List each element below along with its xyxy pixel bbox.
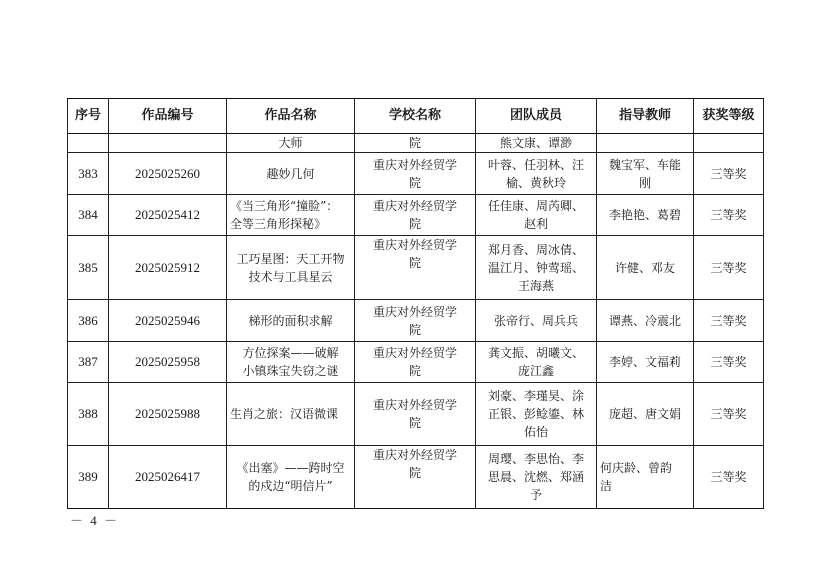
table-row — [68, 342, 764, 383]
cell-no: 389 — [68, 446, 109, 509]
header-award: 获奖等级 — [694, 99, 764, 134]
cell-school: 重庆对外经贸学 院 — [355, 195, 476, 236]
cell-title: 《出塞》——跨时空 的戍边“明信片” — [227, 446, 355, 509]
table-row — [68, 236, 764, 300]
cell-advisor: 魏宝军、车能 刚 — [597, 153, 694, 195]
cell-code: 2025025912 — [109, 236, 227, 300]
cell-award: 三等奖 — [694, 236, 764, 300]
cell-members: 刘豪、李瑾昊、涂 正银、彭鲶鎏、林 佑怡 — [476, 383, 597, 446]
table-row — [68, 300, 764, 342]
cell-members: 熊文康、谭渺 — [476, 134, 597, 153]
cell-advisor: 谭燕、冷震北 — [597, 300, 694, 342]
cell-members: 任佳康、周芮卿、 赵利 — [476, 195, 597, 236]
cell-award: 三等奖 — [694, 195, 764, 236]
cell-no: 385 — [68, 236, 109, 300]
header-code: 作品编号 — [109, 99, 227, 134]
cell-school: 重庆对外经贸学 院 — [355, 236, 476, 300]
cell-title: 梯形的面积求解 — [227, 300, 355, 342]
cell-school: 重庆对外经贸学 院 — [355, 300, 476, 342]
cell-no: 386 — [68, 300, 109, 342]
cell-title: 《当三角形“撞脸”： 全等三角形探秘》 — [227, 195, 355, 236]
table-row — [68, 195, 764, 236]
cell-advisor — [597, 134, 694, 153]
cell-no — [68, 134, 109, 153]
table-row — [68, 383, 764, 446]
header-title: 作品名称 — [227, 99, 355, 134]
table-row — [68, 446, 764, 509]
cell-members: 周璎、李思怡、李 思晨、沈燃、郑涵 予 — [476, 446, 597, 509]
cell-award: 三等奖 — [694, 446, 764, 509]
cell-title: 大师 — [227, 134, 355, 153]
cell-award: 三等奖 — [694, 300, 764, 342]
cell-advisor: 李艳艳、葛碧 — [597, 195, 694, 236]
cell-award: 三等奖 — [694, 153, 764, 195]
page-number: － 4 － — [70, 513, 120, 528]
cell-school: 重庆对外经贸学 院 — [355, 383, 476, 446]
cell-members: 郑月香、周冰倩、 温江月、钟莺瑶、 王海燕 — [476, 236, 597, 300]
cell-award: 三等奖 — [694, 383, 764, 446]
cell-code: 2025025260 — [109, 153, 227, 195]
cell-code: 2025026417 — [109, 446, 227, 509]
header-members: 团队成员 — [476, 99, 597, 134]
cell-no: 383 — [68, 153, 109, 195]
cell-advisor: 何庆龄、曾韵 洁 — [597, 446, 694, 509]
cell-advisor: 李婷、文福莉 — [597, 342, 694, 383]
cell-no: 387 — [68, 342, 109, 383]
cell-title: 趣妙几何 — [227, 153, 355, 195]
cell-advisor: 许健、邓友 — [597, 236, 694, 300]
cell-code: 2025025988 — [109, 383, 227, 446]
cell-members: 龚文振、胡曦文、 庞江鑫 — [476, 342, 597, 383]
cell-advisor: 庞超、唐文娟 — [597, 383, 694, 446]
cell-title: 方位探案——破解 小镇珠宝失窃之谜 — [227, 342, 355, 383]
cell-school: 重庆对外经贸学 院 — [355, 342, 476, 383]
cell-members: 张帝行、周兵兵 — [476, 300, 597, 342]
cell-school: 院 — [355, 134, 476, 153]
cell-code: 2025025958 — [109, 342, 227, 383]
header-school: 学校名称 — [355, 99, 476, 134]
cell-school: 重庆对外经贸学 院 — [355, 446, 476, 509]
header-advisor: 指导教师 — [597, 99, 694, 134]
cell-code: 2025025946 — [109, 300, 227, 342]
cell-no: 384 — [68, 195, 109, 236]
table-row — [68, 134, 764, 153]
cell-title: 工巧星图：天工开物 技术与工具星云 — [227, 236, 355, 300]
cell-award — [694, 134, 764, 153]
cell-award: 三等奖 — [694, 342, 764, 383]
award-table — [67, 98, 764, 509]
cell-members: 叶蓉、任羽林、汪 榆、黄秋玲 — [476, 153, 597, 195]
header-no: 序号 — [68, 99, 109, 134]
header-row — [68, 99, 764, 134]
cell-code: 2025025412 — [109, 195, 227, 236]
cell-title: 生肖之旅：汉语微课 — [227, 383, 355, 446]
cell-no: 388 — [68, 383, 109, 446]
cell-code — [109, 134, 227, 153]
table-row — [68, 153, 764, 195]
cell-school: 重庆对外经贸学 院 — [355, 153, 476, 195]
